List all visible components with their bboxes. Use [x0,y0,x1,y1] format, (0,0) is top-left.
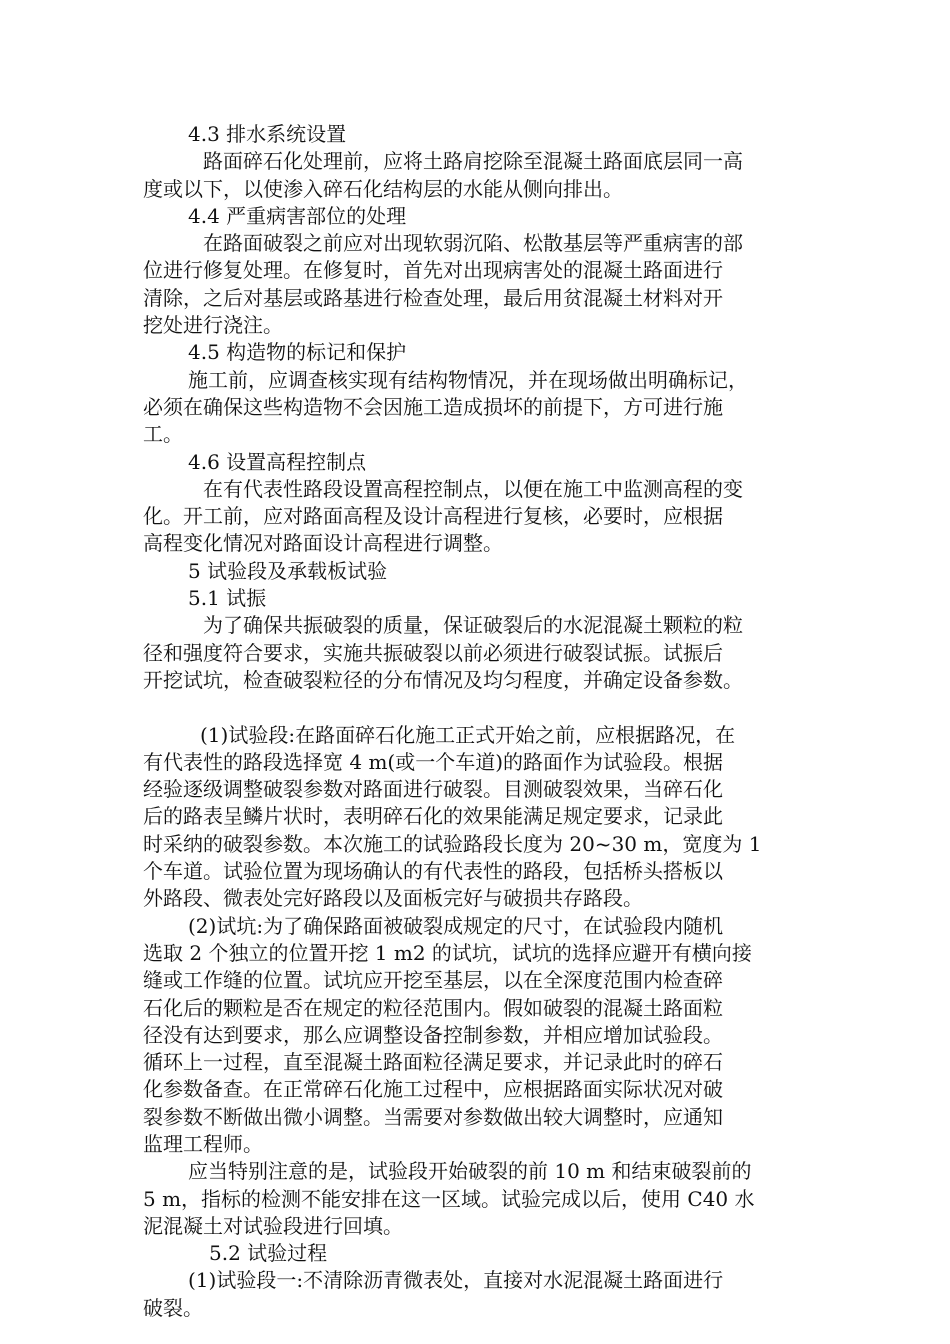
paragraph-line: 挖处进行浇注。 [143,313,283,338]
paragraph-line: 高程变化情况对路面设计高程进行调整。 [143,531,503,556]
list-item-1-line: 经验逐级调整破裂参数对路面进行破裂。目测破裂效果，当碎石化 [143,777,723,802]
heading-4-6: 4.6 设置高程控制点 [188,449,367,474]
list-item-2-line: 石化后的颗粒是否在规定的粒径范围内。假如破裂的混凝土路面粒 [143,995,723,1020]
heading-4-5: 4.5 构造物的标记和保护 [188,340,407,365]
blank-line [143,694,803,721]
list-item-2-line: 选取 2 个独立的位置开挖 1 m2 的试坑，试坑的选择应避开有横向接 [143,940,752,965]
paragraph-line: 路面碎石化处理前，应将土路肩挖除至混凝土路面底层同一高 [203,149,743,174]
paragraph-line: 工。 [143,422,183,447]
list-item-line: 破裂。 [143,1295,203,1320]
list-item-1-line: 个车道。试验位置为现场确认的有代表性的路段，包括桥头搭板以 [143,859,723,884]
heading-5: 5 试验段及承载板试验 [188,558,388,583]
paragraph-line: 在有代表性路段设置高程控制点，以便在施工中监测高程的变 [203,476,743,501]
paragraph-line: 径和强度符合要求，实施共振破裂以前必须进行破裂试振。试振后 [143,640,723,665]
list-item-1-line: 有代表性的路段选择宽 4 m(或一个车道)的路面作为试验段。根据 [143,749,724,774]
paragraph-line: 清除，之后对基层或路基进行检查处理，最后用贫混凝土材料对开 [143,285,723,310]
note-line: 5 m，指标的检测不能安排在这一区域。试验完成以后，使用 C40 水 [143,1186,755,1211]
paragraph-line: 必须在确保这些构造物不会因施工造成损坏的前提下，方可进行施 [143,394,723,419]
heading-4-3: 4.3 排水系统设置 [188,122,347,146]
list-item-2-line: (2)试坑:为了确保路面被破裂成规定的尺寸，在试验段内随机 [188,913,724,938]
list-item-2-line: 化参数备查。在正常碎石化施工过程中，应根据路面实际状况对破 [143,1077,723,1102]
list-item-2-line: 监理工程师。 [143,1131,263,1156]
paragraph-line: 化。开工前，应对路面高程及设计高程进行复核，必要时，应根据 [143,504,723,529]
heading-5-1: 5.1 试振 [188,586,267,611]
paragraph-line: 为了确保共振破裂的质量，保证破裂后的水泥混凝土颗粒的粒 [203,613,743,638]
list-item-1-line: (1)试验段:在路面碎石化施工正式开始之前，应根据路况，在 [200,722,736,747]
heading-5-2: 5.2 试验过程 [209,1241,328,1266]
list-item-line: (1)试验段一:不清除沥青微表处，直接对水泥混凝土路面进行 [188,1268,724,1293]
document-body [143,121,803,1322]
paragraph-line: 位进行修复处理。在修复时，首先对出现病害处的混凝土路面进行 [143,258,723,283]
list-item-2-line: 缝或工作缝的位置。试坑应开挖至基层，以在全深度范围内检查碎 [143,968,723,993]
list-item-2-line: 裂参数不断做出微小调整。当需要对参数做出较大调整时，应通知 [143,1104,723,1129]
heading-4-4: 4.4 严重病害部位的处理 [188,203,407,228]
list-item-1-line: 时采纳的破裂参数。本次施工的试验路段长度为 20~30 m，宽度为 1 [143,831,762,856]
list-item-1-line: 外路段、微表处完好路段以及面板完好与破损共存路段。 [143,886,643,911]
paragraph-line: 度或以下，以使渗入碎石化结构层的水能从侧向排出。 [143,176,623,201]
paragraph-line: 在路面破裂之前应对出现软弱沉陷、松散基层等严重病害的部 [203,231,743,256]
paragraph-line: 施工前，应调查核实现有结构物情况，并在现场做出明确标记， [188,367,748,392]
list-item-2-line: 循环上一过程，直至混凝土路面粒径满足要求，并记录此时的碎石 [143,1050,723,1075]
note-line: 泥混凝土对试验段进行回填。 [143,1213,403,1238]
list-item-2-line: 径没有达到要求，那么应调整设备控制参数，并相应增加试验段。 [143,1022,723,1047]
note-line: 应当特别注意的是，试验段开始破裂的前 10 m 和结束破裂前的 [188,1159,752,1184]
list-item-1-line: 后的路表呈鳞片状时，表明碎石化的效果能满足规定要求，记录此 [143,804,723,829]
paragraph-line: 开挖试坑，检查破裂粒径的分布情况及均匀程度，并确定设备参数。 [143,667,743,692]
